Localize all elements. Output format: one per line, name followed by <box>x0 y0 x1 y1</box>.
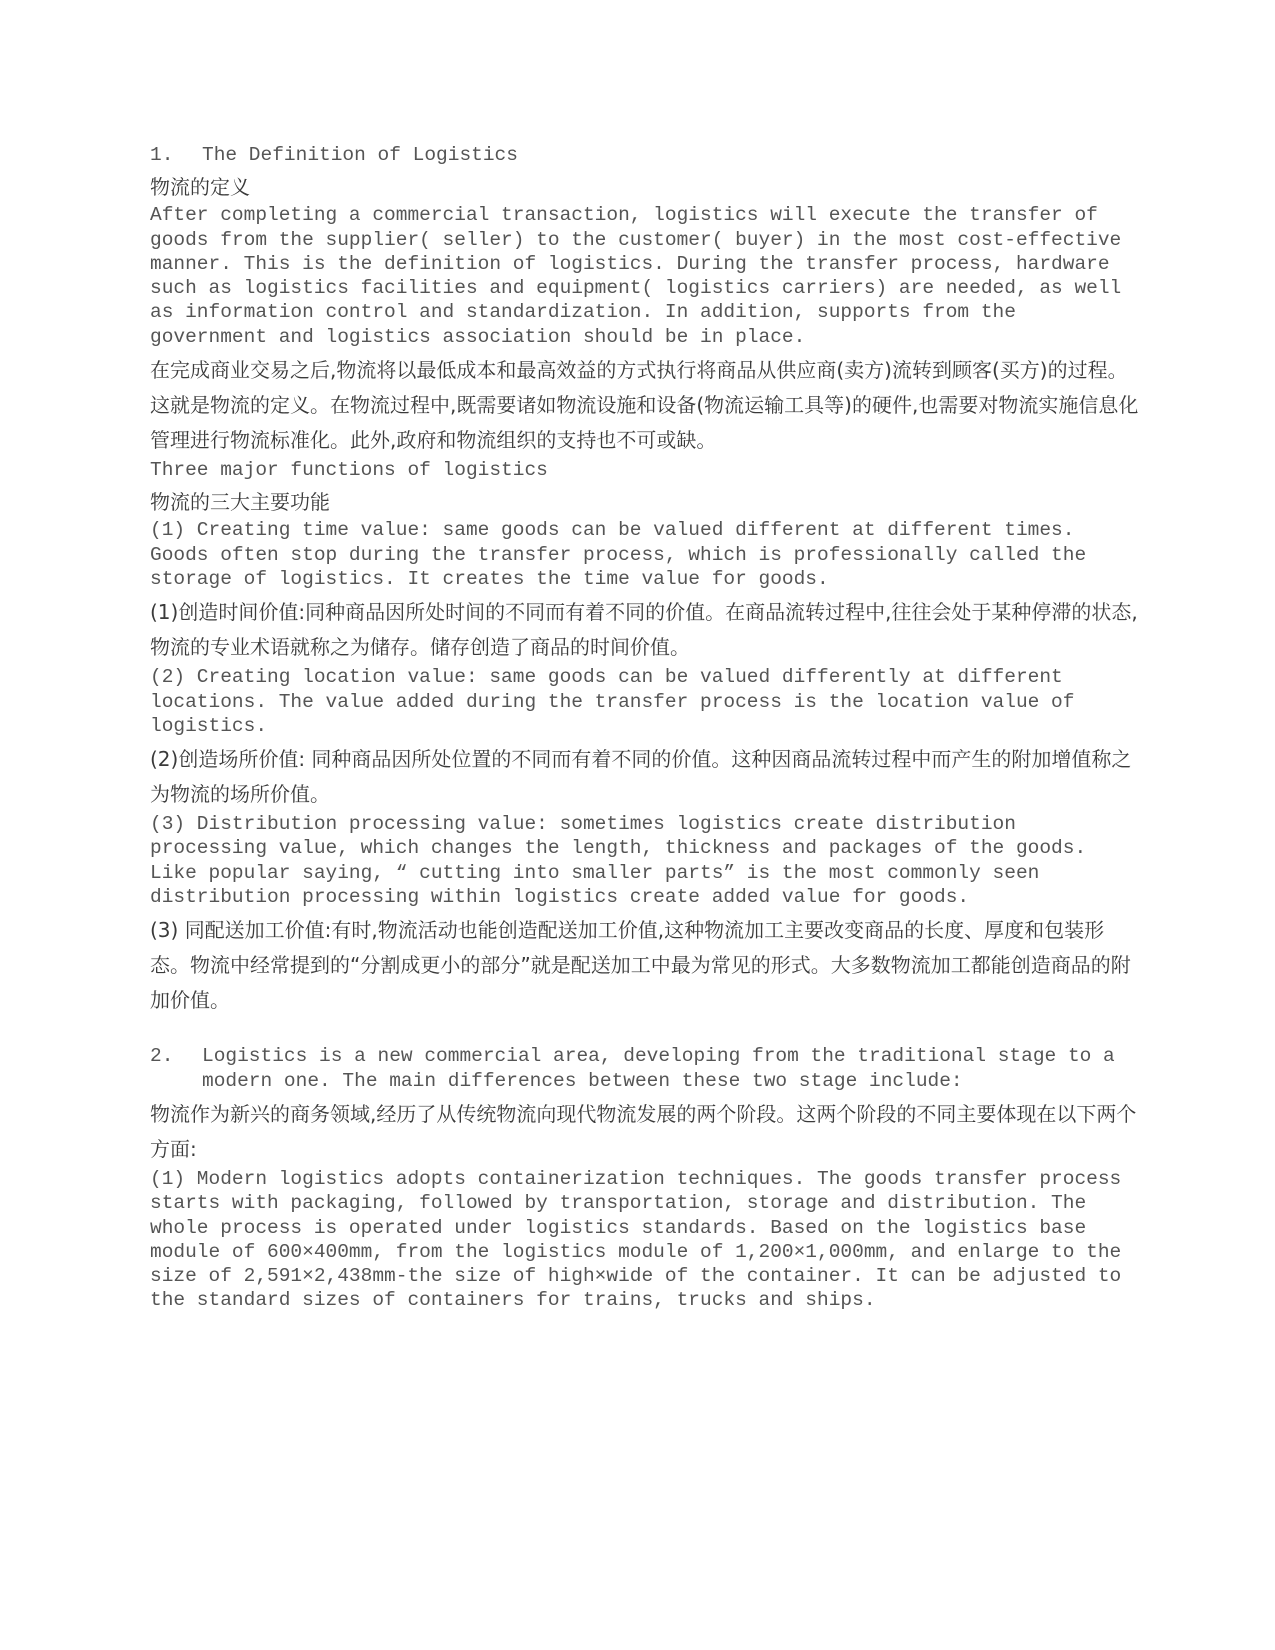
definition-paragraph-zh: 在完成商业交易之后,物流将以最低成本和最高效益的方式执行将商品从供应商(卖方)流转到顾客(买方)的过程。这就是物流的定义。在物流过程中,既需要诸如物流设施和设备(物流运输工具等)的硬件,也需要对物流实施信息化管理进行物流标准化。此外,政府和物流组织的支持也不可或缺。 <box>150 358 1139 453</box>
section-1-title: The Definition of Logistics <box>202 144 518 166</box>
definition-paragraph-en: After completing a commercial transaction, logistics will execute the transfer of goods from the supplier( seller) to the customer( buyer) in the most cost-effective manner. This is the definition of logistics. During the transfer process, hardware such as logistics facilities and equipment( logistics carriers) are needed, as well as information control and standardization. In addition, supports from the government and logistics association should be in place. <box>150 204 1133 348</box>
function-2-zh: (2)创造场所价值: 同种商品因所处位置的不同而有着不同的价值。这种因商品流转过程中而产生的附加增值称之为物流的场所价值。 <box>150 747 1132 807</box>
functions-title-zh: 物流的三大主要功能 <box>150 490 330 515</box>
function-3-zh: (3) 同配送加工价值:有时,物流活动也能创造配送加工价值,这种物流加工主要改变商品的长度、厚度和包装形态。物流中经常提到的“分割成更小的部分”就是配送加工中最为常见的形式。大多数物流加工都能创造商品的附加价值。 <box>150 918 1131 1013</box>
function-3-en: (3) Distribution processing value: sometimes logistics create distribution processing value, which changes the length, thickness and packages of the goods. Like popular saying, “ cutting into smaller parts” is the most commonly seen distribution processing within logistics create added value for goods. <box>150 813 1098 909</box>
function-1-zh: (1)创造时间价值:同种商品因所处时间的不同而有着不同的价值。在商品流转过程中,往往会处于某种停滞的状态,物流的专业术语就称之为储存。储存创造了商品的时间价值。 <box>150 600 1138 660</box>
section-2-paragraph-1-en: (1) Modern logistics adopts containerization techniques. The goods transfer process starts with packaging, followed by transportation, storage and distribution. The whole process is operated under logistics standards. Based on the logistics base module of 600×400mm, from the logistics module of 1,200×1,000mm, and enlarge to the size of 2,591×2,438mm-the size of high×wide of the container. It can be adjusted to the standard sizes of containers for trains, trucks and ships. <box>150 1167 1133 1312</box>
section-1-heading <box>150 143 1140 167</box>
section-2-title: Logistics is a new commercial area, developing from the traditional stage to a modern one. The main differences between these two stage include: <box>202 1045 1127 1092</box>
section-2-number: 2. <box>150 1045 174 1068</box>
section-1-number: 1. <box>150 144 174 166</box>
function-2-en: (2) Creating location value: same goods can be valued differently at different locations. The value added during the transfer process is the location value of logistics. <box>150 666 1087 737</box>
functions-title: Three major functions of logistics <box>150 459 548 482</box>
section-1-title-zh: 物流的定义 <box>150 175 250 200</box>
document-page <box>150 143 1140 1313</box>
section-2-title-zh: 物流作为新兴的商务领域,经历了从传统物流向现代物流发展的两个阶段。这两个阶段的不同主要体现在以下两个方面: <box>150 1101 1137 1161</box>
function-1-en: (1) Creating time value: same goods can be valued different at different times. Goods often stop during the transfer process, which is professionally called the storage of logistics. It creates the time value for goods. <box>150 519 1098 590</box>
section-2-heading <box>150 1044 1140 1093</box>
